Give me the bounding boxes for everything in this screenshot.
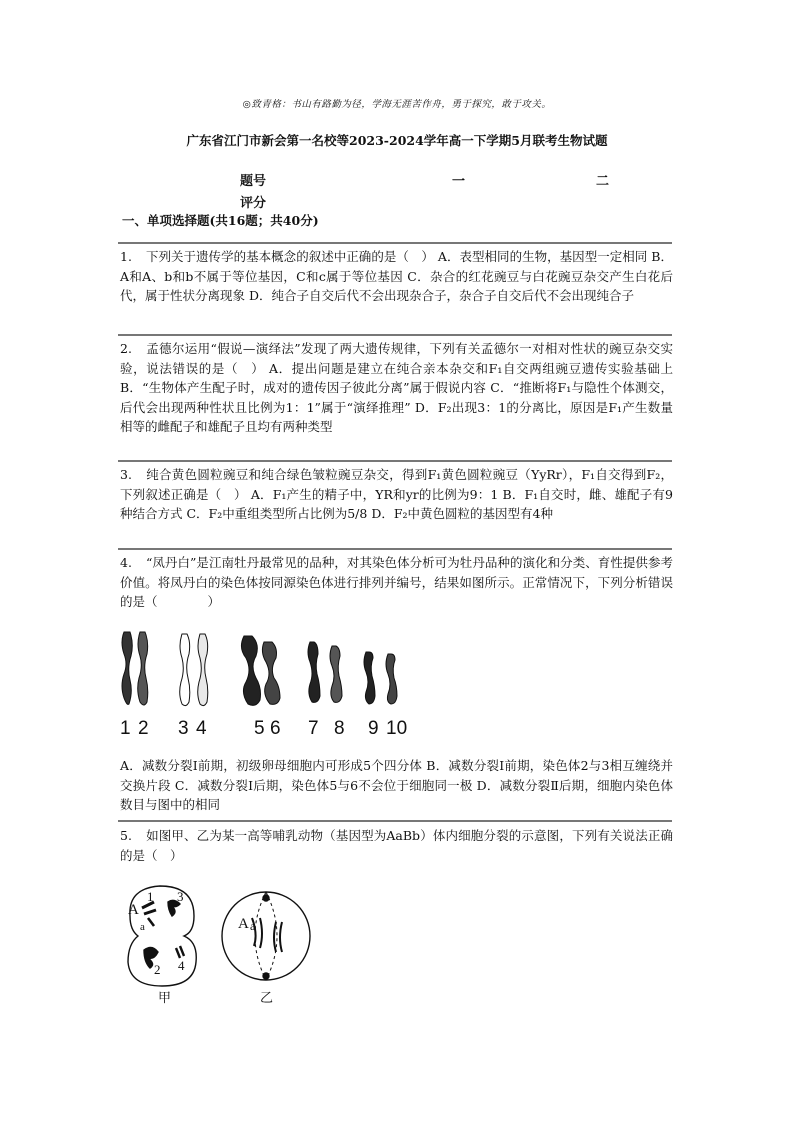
chromosome-1 <box>122 632 132 704</box>
chromosome-label: 8 <box>334 718 345 739</box>
score-table-row2-label: 评分 <box>240 196 267 211</box>
chromosome-9 <box>364 652 375 704</box>
question-stem: “凤丹白”是江南牡丹最常见的品种，对其染色体分析可为牡丹品种的演化和分类、育性提供参考价值。将凤丹白的染色体按同源染色体进行排列并编号，结果如图所示。正常情况下，下列分析错误的是（ ） <box>120 555 673 610</box>
chromosome-karyotype-figure <box>112 622 422 746</box>
cell-jia-caption: 甲 <box>158 991 172 1006</box>
question-5 <box>120 826 673 865</box>
chromosome-6 <box>262 642 280 704</box>
score-table-row1-label: 题号 <box>240 174 267 189</box>
chromosome-5 <box>241 636 260 705</box>
gene-label-A: A <box>128 902 139 918</box>
question-4 <box>120 553 673 612</box>
question-options: A．表型相同的生物，基因型一定相同 B．A和A、b和b不属于等位基因，C和c属于等位基因 C．杂合的红花豌豆与白花豌豆杂交产生白花后代，属于性状分离现象 D．纯合子自交后代不会出现杂合子，杂合子自交后代不会出现纯合子 <box>120 249 673 304</box>
score-table-col2: 二 <box>596 174 610 189</box>
question-number: 5. <box>120 828 132 843</box>
chromosome-label: 7 <box>308 718 319 739</box>
gene-label-a: a <box>250 919 256 933</box>
question-number: 2. <box>120 341 132 356</box>
question-stem: 纯合黄色圆粒豌豆和纯合绿色皱粒豌豆杂交，得到F₁黄色圆粒豌豆（YyRr），F₁自交得到F₂， 下列叙述正确是（ ） <box>120 467 673 502</box>
chromosome-label: 9 <box>368 718 379 739</box>
question-2 <box>120 339 673 437</box>
question-divider <box>118 460 672 462</box>
chromosome-7 <box>308 642 320 702</box>
chromosome-4 <box>198 634 208 706</box>
chromosome-8 <box>330 646 342 702</box>
chromosome-label: 1 <box>120 718 131 739</box>
chromosome-number-label: 1 <box>147 889 154 904</box>
question-number: 1. <box>120 249 132 264</box>
cell-yi <box>222 892 310 980</box>
section-heading: 一、单项选择题(共16题；共40分) <box>122 213 319 228</box>
chromosome-label: 6 <box>270 718 281 739</box>
chromosome-label: 2 <box>138 718 149 739</box>
chromosome-2 <box>138 632 148 705</box>
chromosome-label: 10 <box>386 718 408 739</box>
question-divider <box>118 820 672 822</box>
chromosome-10 <box>386 654 397 704</box>
question-1 <box>120 247 673 306</box>
question-stem: 下列关于遗传学的基本概念的叙述中正确的是（ ） <box>145 249 434 264</box>
cell-jia-labels <box>128 889 185 977</box>
cell-yi-labels <box>238 916 256 933</box>
question-3 <box>120 465 673 524</box>
question-number: 3. <box>120 467 132 482</box>
gene-label-A: A <box>238 916 249 932</box>
question-options: A．减数分裂Ⅰ前期，初级卵母细胞内可形成5个四分体 B．减数分裂Ⅰ前期，染色体2与3相互缠绕并交换片段 C．减数分裂Ⅰ后期，染色体5与6不会位于细胞同一极 D．减数分裂Ⅱ后期，细胞内染色体数目与图中的相同 <box>120 758 673 813</box>
cell-jia <box>128 886 196 986</box>
chromosome-label: 5 <box>254 718 265 739</box>
cell-yi-caption: 乙 <box>260 991 274 1006</box>
chromosome-number-label: 4 <box>178 958 185 973</box>
chromosome-label: 4 <box>196 718 207 739</box>
chromosome-number-label: 3 <box>177 889 184 904</box>
question-number: 4. <box>120 555 132 570</box>
question-stem: 孟德尔运用“假说—演绎法”发现了两大遗传规律，下列有关孟德尔一对相对性状的豌豆杂交实验，说法错误的是（ ） <box>120 341 673 376</box>
question-divider <box>118 548 672 550</box>
question-options: A．F₁产生的精子中，YR和yr的比例为9：1 B．F₁自交时，雌、雄配子有9种结合方式 C．F₂中重组类型所占比例为5/8 D．F₂中黄色圆粒的基因型有4种 <box>120 486 673 522</box>
question-stem: 如图甲、乙为某一高等哺乳动物（基因型为AaBb）体内细胞分裂的示意图，下列有关说法正确的是（ ） <box>120 828 673 863</box>
chromosome-3 <box>180 634 190 706</box>
question-divider <box>118 334 672 336</box>
score-table-col1: 一 <box>452 174 466 189</box>
gene-label-a: a <box>140 921 145 933</box>
chromosome-labels <box>120 718 407 739</box>
question-options: A．提出问题是建立在纯合亲本杂交和F₁自交两组豌豆遗传实验基础上 B．“生物体产生配子时，成对的遗传因子彼此分离”属于假说内容 C．“推断将F₁与隐性个体测交，后代会出现两种性状且比例为1：1”属于“演绎推理” D．F₂出现3：1的分离比，原因是F₁产生数量相等的雌配子和雄配子且均有两种类型 <box>120 360 673 435</box>
cell-division-figure <box>118 882 318 1006</box>
question-divider <box>118 242 672 244</box>
chromosome-number-label: 2 <box>154 962 161 977</box>
header-motto: ◎致青格：书山有路勤为径，学海无涯苦作舟，勇于探究，敢于攻关。 <box>242 99 552 110</box>
page-title: 广东省江门市新会第一名校等2023-2024学年高一下学期5月联考生物试题 <box>186 133 608 148</box>
question-4-options <box>120 756 673 815</box>
chromosome-label: 3 <box>178 718 189 739</box>
